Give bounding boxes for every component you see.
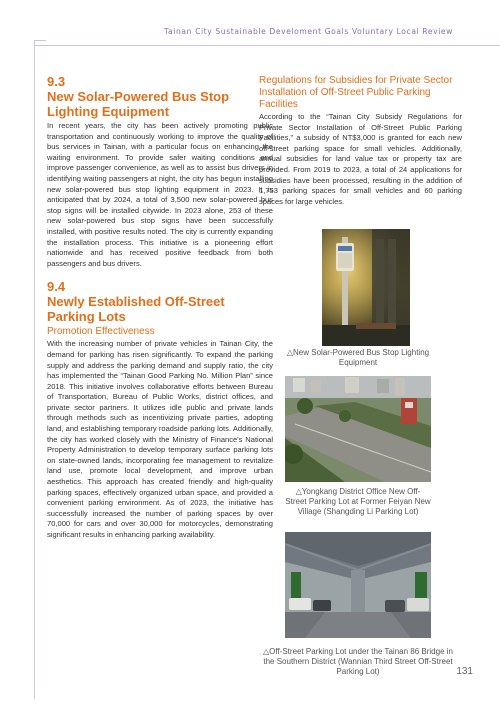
right-column: [259, 75, 462, 207]
photo-solar-bus-stop-image: [322, 229, 410, 346]
regulations-body: According to the “Tainan City Subsidy Regulations for Private Sector Installation of Off-Street Public Parking Facilities,” a subsidy of NT$3,000 is granted for each new off-street parking space for small vehicles. Additionally, annual subsidies for land value tax or property tax are provided. From 2019 to 2023, a total of 24 applications for subsidies have been processed, resulting in the addition of 1,753 parking spaces for small vehicles and 60 parking spaces for large vehicles.: [259, 112, 462, 206]
photo-yongkang-parking-lot-image: [285, 376, 431, 482]
caption-photo-3: △Off-Street Parking Lot under the Tainan 86 Bridge in the Southern District (Wannian Third Street Off-Street Parking Lot): [263, 647, 453, 676]
photo-solar-bus-stop: [322, 229, 410, 346]
section-9-4-body: With the increasing number of private vehicles in Tainan City, the demand for parking has risen significantly. To expand the parking supply and address the parking demand and supply ratio, the city has implemented the “Tainan Good Parking No. Million Plan” since 2018. This initiative involves collaborative efforts between Bureau of Transportation, Bureau of Public Works, district offices, and private sector partners. It utilizes idle public and private lands through methods such as incentivizing private parties, adopting land, and establishing temporary roadside parking lots. Additionally, the city has worked closely with the Ministry of Finance's National Property Administration to develop temporary surface parking lots on state-owned lands, incorporating fee management to revitalize land use, promote local development, and improve urban aesthetics. This approach has created friendly and high-quality parking spaces, effectively organized urban space, and provided a convenient parking environment. As of 2023, the initiative has successfully increased the number of parking spaces by over 70,000 for cars and over 30,000 for motorcycles, demonstrating significant results in enhancing parking availability.: [47, 339, 273, 539]
running-header: Tainan City Sustainable Develoment Goals Voluntary Local Review: [164, 27, 453, 36]
photo-bridge-parking-lot: [285, 532, 431, 638]
section-9-3-number: 9.3: [47, 74, 66, 89]
left-margin-rule: [34, 45, 35, 699]
header-rule: [34, 45, 500, 46]
left-column: [47, 74, 273, 541]
caption-photo-1: △New Solar-Powered Bus Stop Lighting Equipment: [286, 348, 430, 367]
page-number: 131: [456, 666, 473, 677]
regulations-title: Regulations for Subsidies for Private Sector Installation of Off-Street Public Parking Facilities: [259, 75, 453, 110]
photo-bridge-parking-lot-image: [285, 532, 431, 638]
section-9-4-subtitle: Promotion Effectiveness: [47, 326, 155, 338]
caption-photo-2: △Yongkang District Office New Off-Street Parking Lot at Former Feiyan New Village (Shangding Li Parking Lot): [285, 487, 431, 516]
section-9-3-title: New Solar-Powered Bus Stop Lighting Equipment: [47, 89, 230, 119]
section-9-4-number: 9.4: [47, 279, 66, 295]
section-9-3-body: In recent years, the city has been actively promoting public transportation and continuously working to improve the quality of bus services in Tainan, with a particular focus on enhancing the waiting environment. To provide safer waiting conditions and improve passenger convenience, as well as to assist bus drivers in identifying waiting passengers at night, the city has begun installing new solar-powered bus stop lighting equipment in 2023. It is anticipated that by 2024, a total of 3,500 new solar-powered bus stop signs will be installed citywide. In 2023 alone, 253 of these new solar-powered bus stop signs have been successfully installed, with positive results noted. The city is currently expanding the installation process. This initiative is a pioneering effort nationwide and has received positive feedback from both passengers and bus drivers.: [47, 121, 273, 268]
photo-yongkang-parking-lot: [285, 376, 431, 482]
section-9-4-title: Newly Established Off-Street Parking Lots: [47, 294, 225, 325]
